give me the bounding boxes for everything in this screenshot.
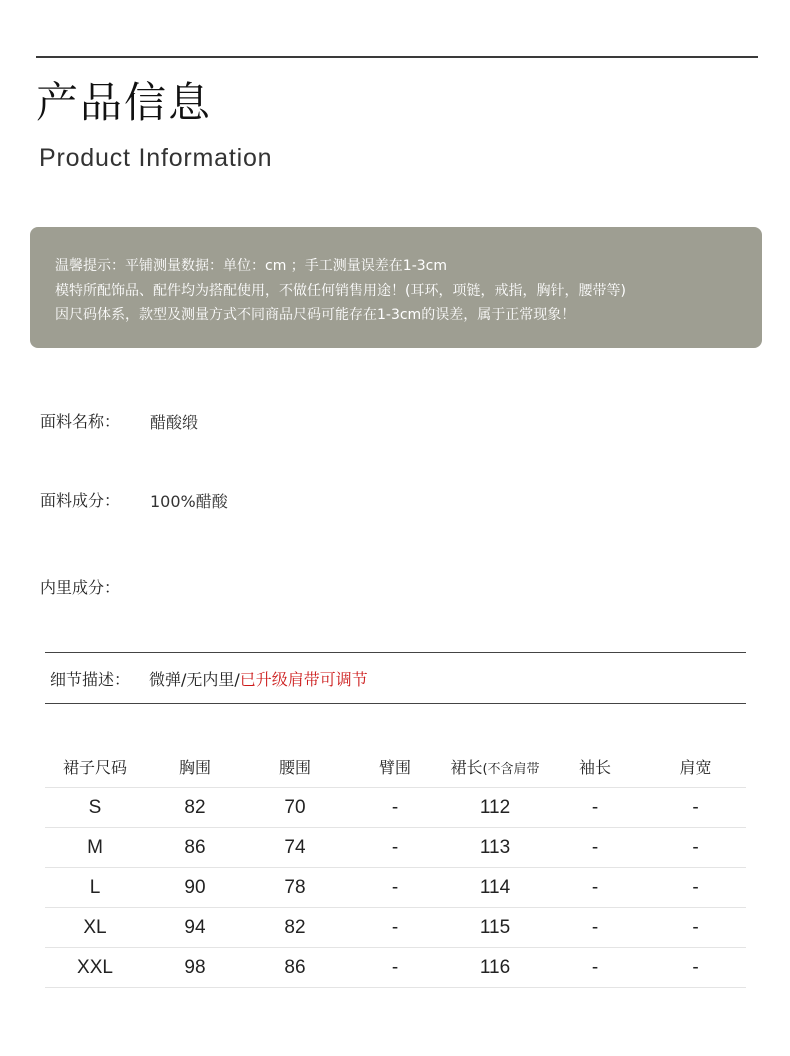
details-text <box>149 667 368 690</box>
notice-line: 因尺码体系，款型及测量方式不同商品尺码可能存在1-3cm的误差，属于正常现象！ <box>55 307 576 323</box>
table-cell: - <box>345 788 445 828</box>
table-cell: - <box>345 948 445 988</box>
table-cell: XL <box>45 908 145 948</box>
size-table <box>45 746 746 988</box>
table-cell: 86 <box>145 828 245 868</box>
table-cell: - <box>645 828 746 868</box>
table-row <box>45 788 746 828</box>
table-row <box>45 828 746 868</box>
top-divider <box>36 56 758 58</box>
table-cell: - <box>645 908 746 948</box>
header-size: 裙子尺码 <box>62 758 127 777</box>
table-cell: 115 <box>445 908 545 948</box>
notice-line: 温馨提示：平铺测量数据：单位：cm ；手工测量误差在1-3cm <box>55 258 447 274</box>
table-cell: S <box>45 788 145 828</box>
fabric-composition-value: 100%醋酸 <box>150 492 228 511</box>
table-cell: - <box>545 908 645 948</box>
lining-row <box>40 575 120 598</box>
fabric-name-row <box>40 409 199 432</box>
table-row <box>45 948 746 988</box>
header-waist: 腰围 <box>278 758 311 777</box>
table-cell: - <box>345 828 445 868</box>
table-cell: 116 <box>445 948 545 988</box>
header-length-main: 裙长 <box>450 758 483 777</box>
header-sleeve: 袖长 <box>578 758 611 777</box>
table-cell: 74 <box>245 828 345 868</box>
table-cell: 78 <box>245 868 345 908</box>
table-cell: 90 <box>145 868 245 908</box>
table-cell: - <box>545 788 645 828</box>
table-cell: XXL <box>45 948 145 988</box>
header-bust: 胸围 <box>178 758 211 777</box>
table-cell: 82 <box>245 908 345 948</box>
table-cell: - <box>645 948 746 988</box>
table-cell: 94 <box>145 908 245 948</box>
details-band <box>45 652 746 704</box>
header-length <box>445 746 545 788</box>
table-row <box>45 868 746 908</box>
details-highlight-text: 已升级肩带可调节 <box>239 670 368 689</box>
table-cell: - <box>345 868 445 908</box>
page-title: 产品信息 <box>36 78 213 127</box>
table-cell: 82 <box>145 788 245 828</box>
table-cell: 112 <box>445 788 545 828</box>
lining-label: 内里成分： <box>40 578 121 597</box>
table-cell: 86 <box>245 948 345 988</box>
notice-box <box>30 227 762 348</box>
table-row <box>45 908 746 948</box>
table-cell: - <box>345 908 445 948</box>
table-cell: - <box>545 868 645 908</box>
table-cell: 113 <box>445 828 545 868</box>
notice-line: 模特所配饰品、配件均为搭配使用，不做任何销售用途！(耳环，项链，戒指，胸针，腰带等) <box>55 282 626 299</box>
table-cell: 70 <box>245 788 345 828</box>
details-plain-text: 微弹/无内里/ <box>149 670 240 689</box>
size-table-header <box>45 746 746 788</box>
page-subtitle: Product Information <box>39 144 273 172</box>
table-cell: 114 <box>445 868 545 908</box>
header-shoulder: 肩宽 <box>679 758 712 777</box>
table-cell: - <box>545 828 645 868</box>
table-cell: - <box>645 788 746 828</box>
fabric-name-label: 面料名称： <box>40 412 121 431</box>
table-cell: - <box>645 868 746 908</box>
fabric-composition-row <box>40 488 228 511</box>
fabric-composition-label: 面料成分： <box>40 491 121 510</box>
table-cell: M <box>45 828 145 868</box>
table-cell: 98 <box>145 948 245 988</box>
table-cell: - <box>545 948 645 988</box>
header-arm: 臂围 <box>378 758 411 777</box>
details-label: 细节描述： <box>50 670 131 689</box>
table-cell: L <box>45 868 145 908</box>
header-length-note: (不含肩带 <box>482 762 540 777</box>
fabric-name-value: 醋酸缎 <box>150 413 199 432</box>
